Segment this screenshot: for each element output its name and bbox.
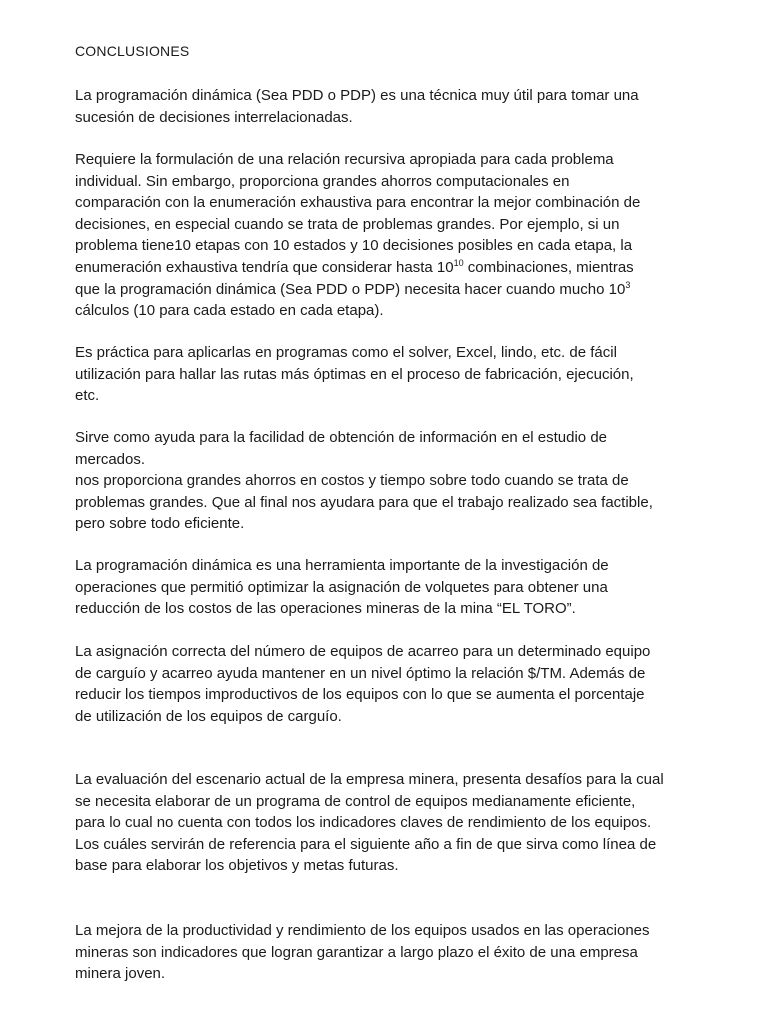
text-line-with-exponent — [75, 257, 715, 279]
document-heading: CONCLUSIONES — [75, 43, 190, 59]
text-line: de utilización de los equipos de carguío. — [75, 707, 342, 725]
text-line: comparación con la enumeración exhaustiva para encontrar la mejor combinación de — [75, 194, 641, 212]
text-line: Sirve como ayuda para la facilidad de obtención de información en el estudio de — [75, 429, 608, 446]
text-segment: enumeración exhaustiva tendría que considerar hasta 10 — [75, 258, 454, 276]
text-line: reducción de los costos de las operaciones mineras de la mina “EL TORO”. — [75, 600, 576, 618]
text-line: operaciones que permitió optimizar la asignación de volquetes para obtener una — [75, 578, 608, 596]
text-line-with-exponent — [75, 279, 715, 301]
text-line: sucesión de decisiones interrelacionadas. — [75, 108, 353, 126]
text-line: La mejora de la productividad y rendimiento de los equipos usados en las operaciones — [75, 922, 650, 939]
exponent: 10 — [453, 257, 464, 268]
text-line: Requiere la formulación de una relación recursiva apropiada para cada problema — [75, 151, 614, 168]
text-line: problemas grandes. Que al final nos ayudara para que el trabajo realizado sea factible, — [75, 493, 653, 511]
paragraph-scenario-evaluation — [75, 769, 715, 877]
text-line: pero sobre todo eficiente. — [75, 515, 245, 533]
paragraph-definition — [75, 85, 715, 128]
text-line: individual. Sin embargo, proporciona grandes ahorros computacionales en — [75, 172, 570, 190]
exponent: 3 — [625, 279, 631, 290]
text-line: para lo cual no cuenta con todos los indicadores claves de rendimiento de los equipos. — [75, 814, 652, 832]
text-line: base para elaborar los objetivos y metas futuras. — [75, 857, 399, 875]
paragraph-recursive-relation — [75, 149, 715, 322]
text-line: utilización para hallar las rutas más óptimas en el proceso de fabricación, ejecución, — [75, 365, 634, 383]
text-line: cálculos (10 para cada estado en cada etapa). — [75, 302, 384, 320]
text-line: mercados. — [75, 450, 146, 468]
paragraph-equipment-assignment — [75, 641, 715, 727]
text-line: mineras son indicadores que logran garantizar a largo plazo el éxito de una empresa — [75, 943, 638, 961]
text-segment: que la programación dinámica (Sea PDD o PDP) necesita hacer cuando mucho 10 — [75, 280, 626, 298]
paragraph-operations-research — [75, 555, 715, 620]
text-line: Los cuáles servirán de referencia para el siguiente año a fin de que sirva como línea de — [75, 835, 657, 853]
text-line: La evaluación del escenario actual de la empresa minera, presenta desafíos para la cual — [75, 771, 664, 788]
text-line: Es práctica para aplicarlas en programas como el solver, Excel, lindo, etc. de fácil — [75, 344, 617, 361]
paragraph-productivity — [75, 920, 715, 985]
text-line: minera joven. — [75, 965, 166, 983]
text-line: La asignación correcta del número de equipos de acarreo para un determinado equipo — [75, 643, 651, 660]
text-segment: combinaciones, mientras — [463, 258, 634, 276]
text-line: se necesita elaborar de un programa de control de equipos medianamente eficiente, — [75, 792, 636, 810]
text-line: etc. — [75, 387, 100, 405]
paragraph-practical-tools — [75, 342, 715, 407]
text-line: de carguío y acarreo ayuda mantener en un nivel óptimo la relación $/TM. Además de — [75, 664, 646, 682]
text-line: problema tiene10 etapas con 10 estados y 10 decisiones posibles en cada etapa, la — [75, 237, 633, 255]
text-line: nos proporciona grandes ahorros en costos y tiempo sobre todo cuando se trata de — [75, 472, 629, 490]
paragraph-market-study — [75, 427, 715, 535]
text-line: decisiones, en especial cuando se trata de problemas grandes. Por ejemplo, si un — [75, 215, 620, 233]
text-line: La programación dinámica es una herramienta importante de la investigación de — [75, 557, 609, 574]
text-line: reducir los tiempos improductivos de los equipos con lo que se aumenta el porcentaje — [75, 686, 645, 704]
text-line: La programación dinámica (Sea PDD o PDP) es una técnica muy útil para tomar una — [75, 87, 639, 104]
